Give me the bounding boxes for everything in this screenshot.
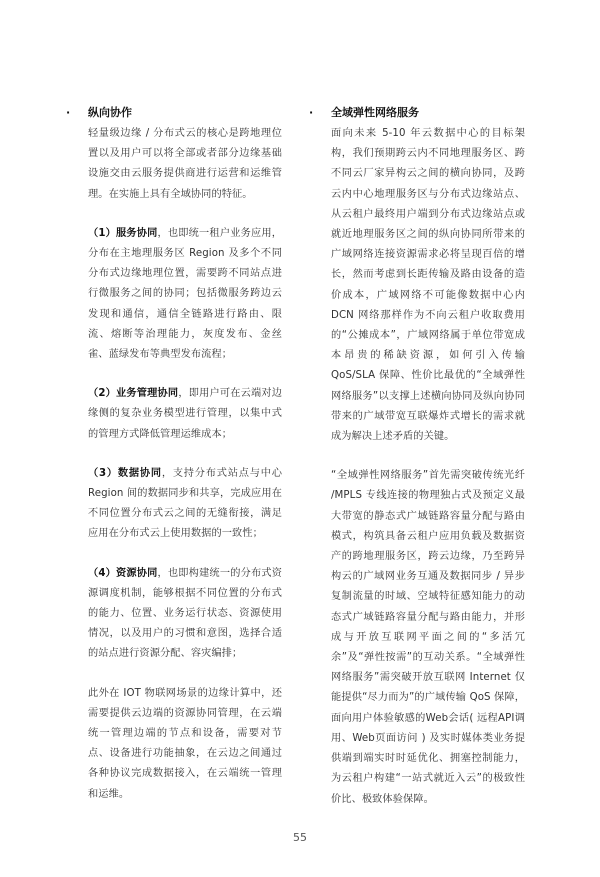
item-resource-collaboration: （4）资源协同，也即构建统一的分布式资源调度机制，能够根据不同位置的分布式的能力、位置、业务运行状态、资源使用情况，以及用户的习惯和意图，选择合适的站点进行资源分配、容灾编排； (88, 567, 282, 660)
left-column (66, 104, 282, 824)
body-paragraph: “全域弹性网络服务”首先需突破传统光纤 /MPLS 专线连接的物理独占式及预定义最大带宽的静态式广域链路容量分配与路由模式，构筑具备云租户应用负载及数据资产的跨地理服务区，跨云边缘，乃至跨异构云的广域网业务互通及数据同步 / 异步复制流量的时域、空域特征感知能力的动态式广域链路容量分配与路由能力，并形成与开放互联网平面之间的“多活冗余”及“弹性按需”的互动关系。“全域弹性网络服务”需突破开放互联网 Internet 仅能提供“尽力而为”的广域传输 QoS 保障，面向用户体验敏感的Web会话( 远程API调用、Web页面访问 ) 及实时媒体类业务提供端到端实时时延优化、拥塞控制能力，为云租户构建“一站式就近入云”的极致性价比、极致体验保障。 (331, 470, 525, 805)
section-heading-vertical-collaboration: · 纵向协作 (70, 104, 282, 122)
bullet-icon: · (66, 106, 71, 119)
outro-paragraph: 此外在 IOT 物联网场景的边缘计算中，还需要提供云边端的资源协同管理，在云端统一管理边端的节点和设备，需要对节点、设备进行功能抽象，在云边之间通过各种协议完成数据接入，在云端统一管理和运维。 (88, 687, 282, 800)
section-heading-elastic-network: · 全域弹性网络服务 (313, 104, 525, 122)
item-data-collaboration: （3）数据协同，支持分布式站点与中心 Region 间的数据同步和共享，完成应用在不同位置分布式云之间的无缝衔接，满足应用在分布式云上使用数据的一致性； (88, 467, 282, 540)
bullet-icon: · (309, 106, 314, 119)
intro-paragraph: 轻量级边缘 / 分布式云的核心是跨地理位置以及用户可以将全部或者部分边缘基础设施交由云服务提供商进行运营和运维管理。在实施上具有全域协同的特征。 (88, 128, 282, 200)
item-service-collaboration: （1）服务协同，也即统一租户业务应用，分布在主地理服务区 Region 及多个不同分布式边缘地理位置，需要跨不同站点进行微服务之间的协同；包括微服务跨边云发现和通信，通信全链路进行路由、限流、熔断等治理能力，灰度发布、金丝雀、蓝绿发布等典型发布流程； (88, 227, 282, 361)
right-column (309, 104, 525, 829)
body-paragraph: 面向未来 5-10 年云数据中心的目标架构，我们预期跨云内不同地理服务区、跨不同云厂家异构云之间的横向协同，及跨云内中心地理服务区与分布式边缘站点、从云租户最终用户端到分布式边缘站点或就近地理服务区之间的纵向协同所带来的广域网络连接资源需求必将呈现百倍的增长，然而考虑到长距传输及路由设备的造价成本，广域网络不可能像数据中心内 DCN 网络那样作为不向云租户收取费用的“公摊成本”，广域网络属于单位带宽成本昂贵的稀缺资源，如何引入传输 QoS/SLA 保障、性价比最优的“全域弹性网络服务”以支撑上述横向协同及纵向协同带来的广域带宽互联爆炸式增长的需求就成为解决上述矛盾的关键。 (331, 128, 525, 443)
item-business-management-collaboration: （2）业务管理协同，即用户可在云端对边缘侧的复杂业务模型进行管理，以集中式的管理方式降低管理运维成本； (88, 388, 282, 440)
page-number: 55 (293, 831, 307, 844)
